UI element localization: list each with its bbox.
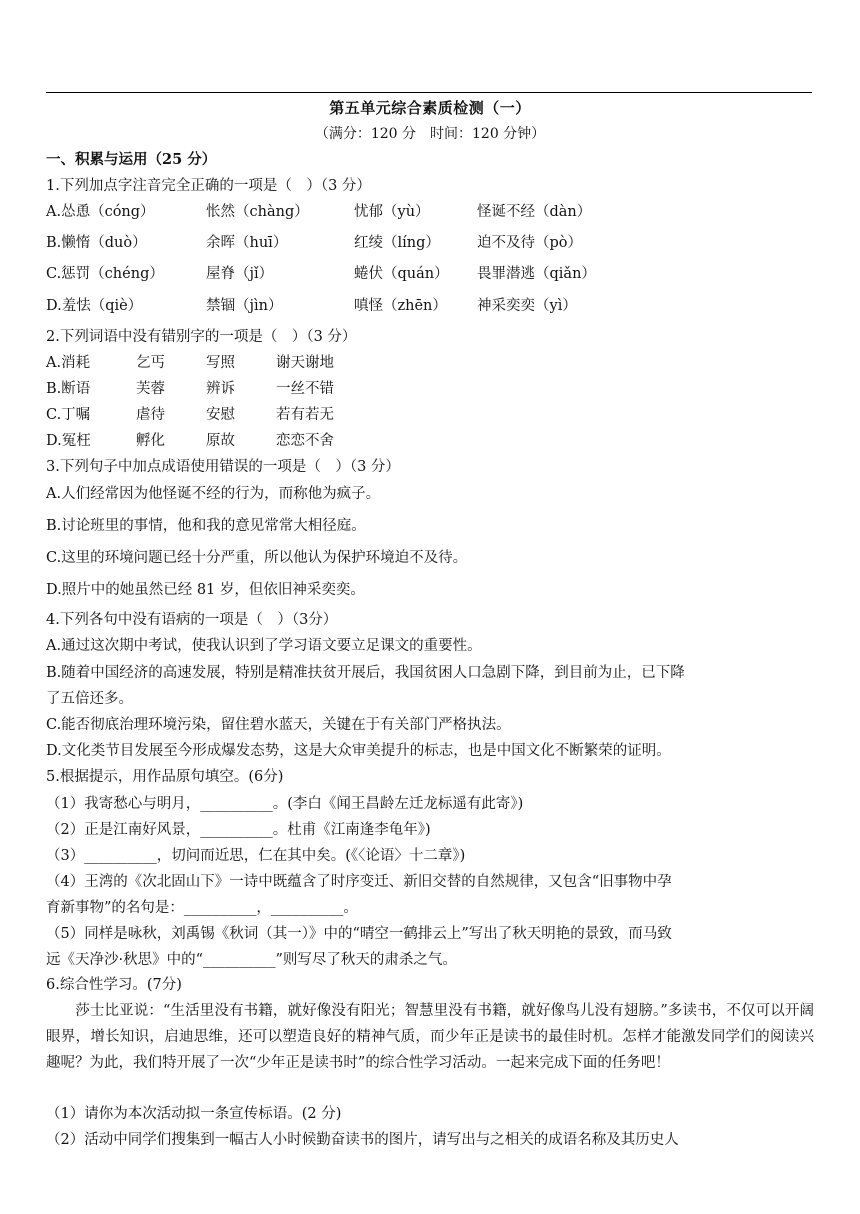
q1-option: D.羞怯（qiè） (46, 298, 143, 314)
q1-option: 畏罪潜逃（qiǎn） (477, 266, 596, 282)
q5-stem: 5.根据提示，用作品原句填空。(6分) (46, 769, 284, 785)
q5-item: （3）__________，切问而近思，仁在其中矣。(《〈论语〉十二章》) (46, 848, 466, 864)
q2-option: 乞丐 (136, 355, 165, 371)
q2-option: C.丁嘱 (46, 407, 91, 423)
q1-option: B.懒惰（duò） (46, 235, 147, 251)
q3-option: D.照片中的她虽然已经 81 岁，但依旧神采奕奕。 (46, 582, 365, 598)
q2-option: 虐待 (136, 407, 165, 423)
q4-option: A.通过这次期中考试，使我认识到了学习语文要立足课文的重要性。 (46, 638, 482, 654)
q2-option: 芙蓉 (136, 381, 165, 397)
q1-option: 禁锢（jìn） (206, 298, 283, 314)
q2-option: 一丝不错 (276, 381, 334, 397)
q5-item: 育新事物”的名句是：__________，__________。 (46, 900, 358, 916)
q1-option: 神采奕奕（yì） (477, 298, 577, 314)
q2-option: 恋恋不舍 (276, 433, 334, 449)
section-heading: 一、积累与运用（25 分） (46, 151, 217, 168)
q2-option: 若有若无 (276, 407, 334, 423)
q2-option: B.断语 (46, 381, 91, 397)
q1-option: 蜷伏（quán） (354, 266, 449, 282)
q1-option: 嗔怪（zhēn） (354, 298, 447, 314)
q5-item: （5）同样是咏秋，刘禹锡《秋词（其一）》中的“晴空一鹤排云上”写出了秋天明艳的景致，而马致 (46, 926, 672, 942)
q4-option: B.随着中国经济的高速发展，特别是精准扶贫开展后，我国贫困人口急剧下降，到目前为止，已下降 (46, 665, 685, 681)
q2-option: 孵化 (136, 433, 165, 449)
q2-option: D.冤枉 (46, 433, 91, 449)
q1-option: A.怂恿（cóng） (46, 204, 155, 220)
q3-option: B.讨论班里的事情，他和我的意见常常大相径庭。 (46, 518, 366, 534)
q1-option: C.惩罚（chéng） (46, 266, 164, 282)
q2-option: 写照 (206, 355, 235, 371)
q5-item: （2）正是江南好风景，__________。杜甫《江南逢李龟年》) (46, 822, 431, 838)
q3-option: A.人们经常因为他怪诞不经的行为，而称他为疯子。 (46, 486, 381, 502)
q1-option: 迫不及待（pò） (477, 235, 583, 251)
q4-option: C.能否彻底治理环境污染，留住碧水蓝天，关键在于有关部门严格执法。 (46, 717, 511, 733)
q2-option: A.消耗 (46, 355, 91, 371)
q2-stem: 2.下列词语中没有错别字的一项是（ ）（3 分） (46, 329, 357, 345)
q4-stem: 4.下列各句中没有语病的一项是（ ）（3分） (46, 612, 338, 628)
q3-stem: 3.下列句子中加点成语使用错误的一项是（ ）（3 分） (46, 459, 400, 475)
q4-option: 了五倍还多。 (46, 691, 133, 707)
q5-item: （4）王湾的《次北固山下》一诗中既蕴含了时序变迁、新旧交替的自然规律，又包含“旧事物中孕 (46, 874, 672, 890)
q6-task: （1）请你为本次活动拟一条宣传标语。(2 分) (46, 1106, 342, 1122)
q6-task: （2）活动中同学们搜集到一幅古人小时候勤奋读书的图片，请写出与之相关的成语名称及其历史人 (46, 1132, 679, 1148)
q1-option: 怪诞不经（dàn） (477, 204, 592, 220)
q1-option: 红绫（líng） (354, 235, 440, 251)
q2-option: 原故 (206, 433, 235, 449)
q1-option: 屋脊（jǐ） (206, 266, 274, 282)
q4-option: D.文化类节目发展至今形成爆发态势，这是大众审美提升的标志，也是中国文化不断繁荣的证明。 (46, 743, 671, 759)
q3-option: C.这里的环境问题已经十分严重，所以他认为保护环境迫不及待。 (46, 550, 468, 566)
q1-stem: 1.下列加点字注音完全正确的一项是（ ）（3 分） (46, 178, 371, 194)
q2-option: 辨诉 (206, 381, 235, 397)
q1-option: 忧郁（yù） (354, 204, 430, 220)
q6-stem: 6.综合性学习。(7分) (46, 977, 182, 993)
q6-paragraph: 莎士比亚说：“生活里没有书籍，就好像没有阳光；智慧里没有书籍，就好像鸟儿没有翅膀。”多读书，不仅可以开阔眼界，增长知识，启迪思维，还可以塑造良好的精神气质，而少年正是读书的最佳时机。怎样才能激发同学们的阅读兴趣呢？为此，我们特开展了一次“少年正是读书时”的综合性学习活动。一起来完成下面的任务吧！ (46, 1003, 814, 1071)
q2-option: 谢天谢地 (276, 355, 334, 371)
q1-option: 余晖（huī） (206, 235, 288, 251)
q5-item: 远《天净沙·秋思》中的“__________”则写尽了秋天的肃杀之气。 (46, 952, 457, 968)
q1-option: 怅然（chàng） (206, 204, 309, 220)
q2-option: 安慰 (206, 407, 235, 423)
page-subtitle: （满分：120 分 时间：120 分钟） (314, 126, 546, 142)
page-title: 第五单元综合素质检测（一） (329, 99, 531, 117)
header-rule (46, 92, 812, 93)
q5-item: （1）我寄愁心与明月，__________。(李白《闻王昌龄左迁龙标遥有此寄》) (46, 796, 524, 812)
